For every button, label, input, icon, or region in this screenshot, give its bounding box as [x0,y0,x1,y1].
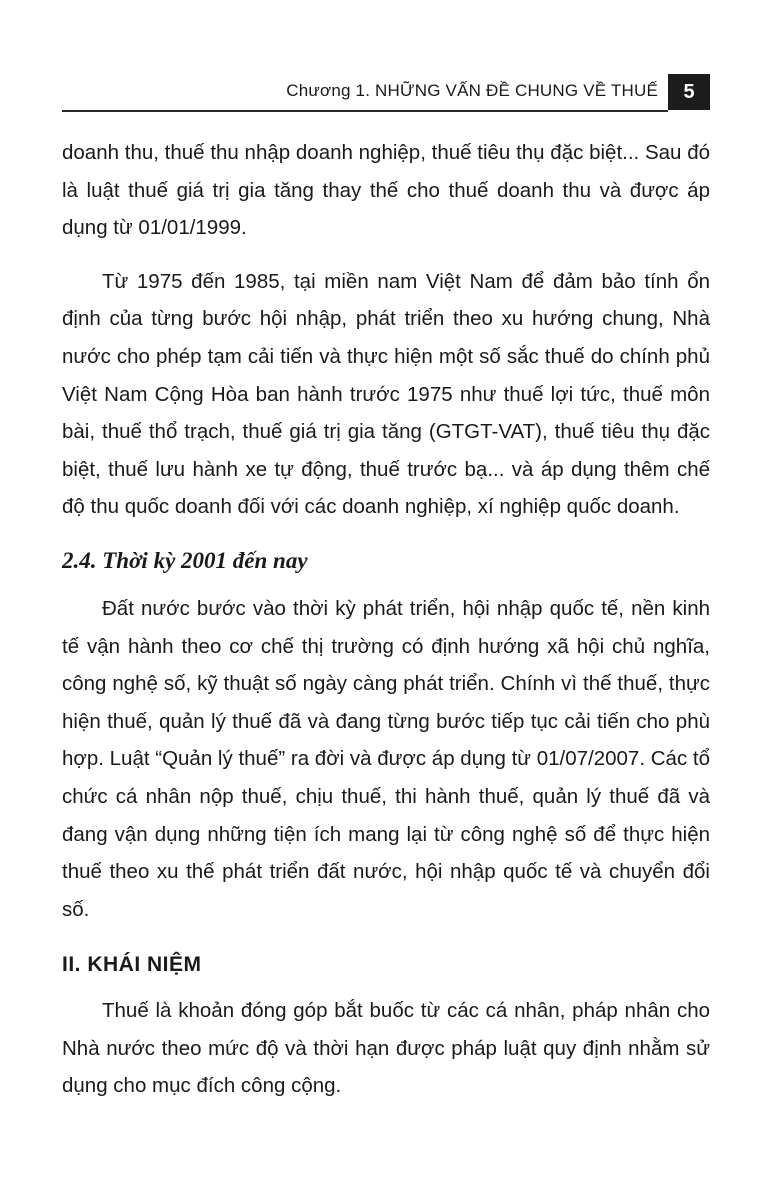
header-rule [62,110,668,112]
page-header [62,72,710,112]
paragraph-2: Từ 1975 đến 1985, tại miền nam Việt Nam để đảm bảo tính ổn định của từng bước hội nhập, phát triển theo xu hướng chung, Nhà nước cho phép tạm cải tiến và thực hiện một số sắc thuế do chính phủ Việt Nam Cộng Hòa ban hành trước 1975 như thuế lợi tức, thuế môn bài, thuế thổ trạch, thuế giá trị gia tăng (GTGT-VAT), thuế tiêu thụ đặc biệt, thuế lưu hành xe tự động, thuế trước bạ... và áp dụng thêm chế độ thu quốc doanh đối với các doanh nghiệp, xí nghiệp quốc doanh. [62,269,710,519]
subheading-2-4: 2.4. Thời kỳ 2001 đến nay [62,547,308,573]
chapter-title: Chương 1. NHỮNG VẤN ĐỀ CHUNG VỀ THUẾ [286,81,658,100]
paragraph-4: Thuế là khoản đóng góp bắt buốc từ các cá nhân, pháp nhân cho Nhà nước theo mức độ và thời hạn được pháp luật quy định nhằm sử dụng cho mục đích công cộng. [62,999,710,1098]
paragraph-3: Đất nước bước vào thời kỳ phát triển, hội nhập quốc tế, nền kinh tế vận hành theo cơ chế thị trường có định hướng xã hội chủ nghĩa, công nghệ số, kỹ thuật số ngày càng phát triển. Chính vì thế thuế, thực hiện thuế, quản lý thuế đã và đang từng bước tiếp tục cải tiến cho phù hợp. Luật “Quản lý thuế” ra đời và được áp dụng từ 01/07/2007. Các tổ chức cá nhân nộp thuế, chịu thuế, thi hành thuế, quản lý thuế đã và đang vận dụng những tiện ích mang lại từ công nghệ số để thực hiện thuế theo xu thế phát triển đất nước, hội nhập quốc tế và chuyển đổi số. [62,596,710,921]
paragraph-1: doanh thu, thuế thu nhập doanh nghiệp, thuế tiêu thụ đặc biệt... Sau đó là luật thuế giá trị gia tăng thay thế cho thuế doanh thu và được áp dụng từ 01/01/1999. [62,141,710,240]
page-body [62,134,710,1105]
page-number: 5 [668,74,710,110]
section-heading-ii: II. KHÁI NIỆM [62,953,202,977]
